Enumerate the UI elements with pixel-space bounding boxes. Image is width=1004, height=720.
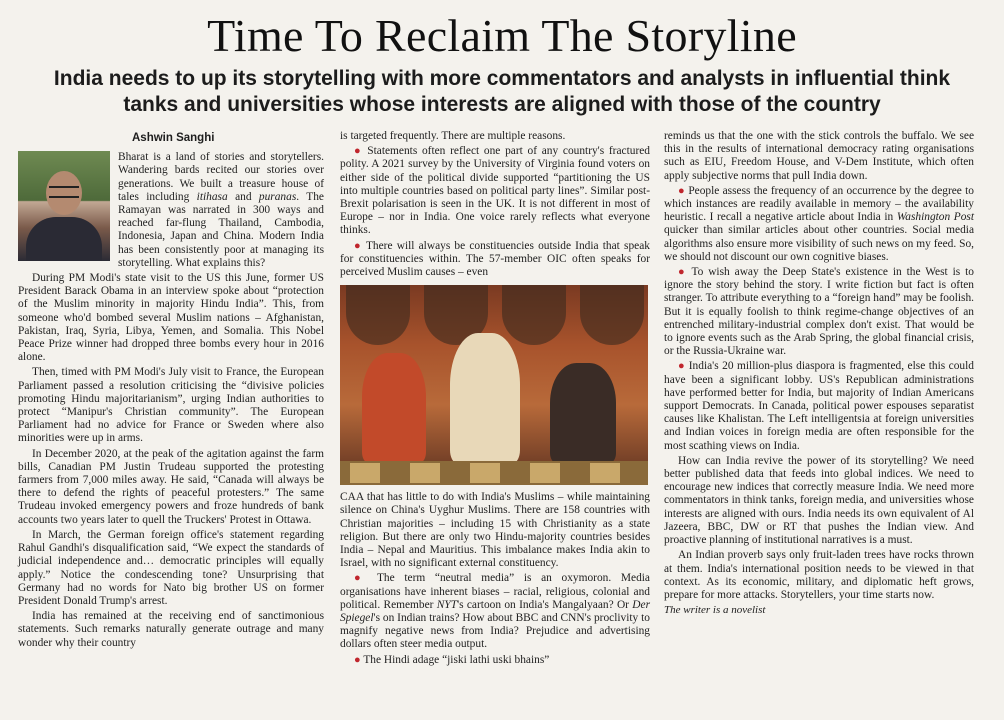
headline: Time To Reclaim The Storyline [207,10,797,61]
byline: Ashwin Sanghi [132,132,215,144]
paragraph: Bharat is a land of stories and storytellers. Wandering bards recited our stories over generations. We built a treasure house of tales including itihasa and puranas. The Ramayan was narrated in 300 ways and reached far-flung Thailand, Cambodia, Indonesia, Japan and China. Modern India has been consistently poor at managing its storytelling. What explains this? [118,151,324,269]
article-column-2 [340,130,650,669]
mural-figure [550,363,616,463]
paragraph: How can India revive the power of its storytelling? We need better published data that feeds into global indices. We need to encourage new indices that correctly measure India. We need more commentators in think tanks, foreign media, and universities whose interests are aligned with ours. India needs its own equivalent of Al Jazeera, BBC, DW or RT that pushes the Indian view. And proactive planning of institutional narratives is a must. [664,454,974,547]
paragraph: reminds us that the one with the stick controls the buffalo. We see this in the results of international democracy rating organisations such as EIU, Freedom House, and V-Dem Institute, which often apply subjective norms that pull India down. [664,130,974,182]
article-column-1 [18,130,324,652]
paragraph: An Indian proverb says only fruit-laden trees have rocks thrown at them. India's international position needs to be viewed in that context. As its economic, military, and diplomatic heft grows, prepare for more attacks. Storytellers, your time starts now. [664,549,974,601]
mural-arch [502,285,566,345]
paragraph: ● People assess the frequency of an occurrence by the degree to which instances are readily available in memory – the availability heuristic. I recall a negative article about India in Washington Post quicker than similar articles about other countries. Social media algorithms also ensure more visibility of such news on my feed. So, we should not discount our own cognitive biases. [664,184,974,263]
paragraph: In March, the German foreign office's statement regarding Rahul Gandhi's disqualification said, “We expect the standards of judicial independence and… democratic principles will equally apply.” Notice the condescending tone? Unsurprising that Germany had no words for Nato big brother US on former President Donald Trump's arrest. [18,528,324,607]
author-note: The writer is a novelist [664,604,766,617]
paragraph: During PM Modi's state visit to the US this June, former US President Barack Obama in an interview spoke about “protection of the Muslim minority in majority Hindu India”. This, from someone who'd bombed several Muslim nations – Afghanistan, Pakistan, Iraq, Syria, Libya, Yemen, and Somalia. This Nobel Peace Prize winner had dropped three bombs every hour in 2016 alone. [18,272,324,364]
bullet-icon: ● [678,360,686,373]
bullet-icon: ● [678,184,686,197]
subheadline: India needs to up its storytelling with more commentators and analysts in influential think tanks and universities whose interests are aligned with those of the country [53,67,951,116]
author-glasses [49,186,79,198]
mural-block [470,463,500,483]
mural-illustration [340,285,648,485]
author-photo [18,151,110,261]
paragraph: CAA that has little to do with India's Muslims – while maintaining silence on China's Uyghur Muslims. There are 158 countries with Christian majorities – including 15 with Christianity as a state religion. But there are only two Hindu-majority countries besides India – Nepal and Mauritius. This imbalance makes India akin to Israel, with no significant external constituency. [340,491,650,570]
paragraph: ● Statements often reflect one part of any country's fractured polity. A 2021 survey by the University of Virginia found voters on either side of the political divide supported “partitioning the US into multiple countries based on political party lines”. Similar post-Brexit polarisation is seen in the UK. It is not different in most of Europe – nor in India. One voice rarely reflects what everyone thinks. [340,145,650,237]
mural-block [410,463,440,483]
paragraph: In December 2020, at the peak of the agitation against the farm bills, Canadian PM Justin Trudeau supported the protesting farmers from 7,000 miles away. He said, “Canada will always be there to defend the rights of peaceful protesters.” The same Trudeau invoked emergency powers and froze hundreds of bank accounts two years later to quell the Truckers' Protest in Ottawa. [18,447,324,526]
mural-block [530,463,560,483]
article-column-3 [664,130,974,619]
paragraph: ● There will always be constituencies outside India that speak for constituencies within. The 57-member OIC often speaks for perceived Muslim causes – even [340,239,650,279]
mural-figure [450,333,520,463]
mural-arch [580,285,644,345]
mural-figure [362,353,426,463]
bullet-icon: ● [354,239,362,252]
paragraph: India has remained at the receiving end of sanctimonious statements. Such remarks naturally generate outrage and many wonder why their country [18,610,324,649]
bullet-icon: ● [678,266,687,279]
paragraph: ● The Hindi adage “jiski lathi uski bhains” [354,653,550,666]
paragraph: ● India's 20 million-plus diaspora is fragmented, else this could have been a significant lobby. US's Republican administrations have performed better for India, but majority of Indian Americans support Democrats. In Canada, political power espouses separatist causes like Khalistan. The Left intelligentsia at foreign universities and Indian voices in foreign media are often responsible for the most scathing views on India. [664,360,974,452]
bullet-icon: ● [354,572,368,585]
paragraph: is targeted frequently. There are multiple reasons. [340,130,566,142]
bullet-icon: ● [354,145,363,158]
mural-block [350,463,380,483]
mural-block [590,463,620,483]
paragraph: ● The term “neutral media” is an oxymoron. Media organisations have inherent biases – racial, religious, colonial and political. Remember NYT's cartoon on India's Mangalyaan? Or Der Spiegel's on Indian trains? How about BBC and CNN's proclivity to magnify negative news from India? Prejudice and advertising dollars often steer media output. [340,572,650,651]
bullet-icon: ● [354,653,361,666]
paragraph: ● To wish away the Deep State's existence in the West is to ignore the story behind the story. I write fiction but fact is often stranger. To attribute everything to a “foreign hand” may be foolish. But it is equally foolish to think regime-change objectives of an entrenched military-industrial complex don't exist. That would be to ignore events such as the Arab Spring, the global financial crisis, or the Russia-Ukraine war. [664,266,974,358]
author-shirt [26,217,102,261]
mural-arch [346,285,410,345]
paragraph: Then, timed with PM Modi's July visit to France, the European Parliament passed a resolution criticising the “divisive policies promoting Hindu majoritarianism”, urging Indian authorities to protect “Manipur's Christian community”. The European Parliament had no advice for France or Sweden where also minorities were up in arms. [18,366,324,445]
